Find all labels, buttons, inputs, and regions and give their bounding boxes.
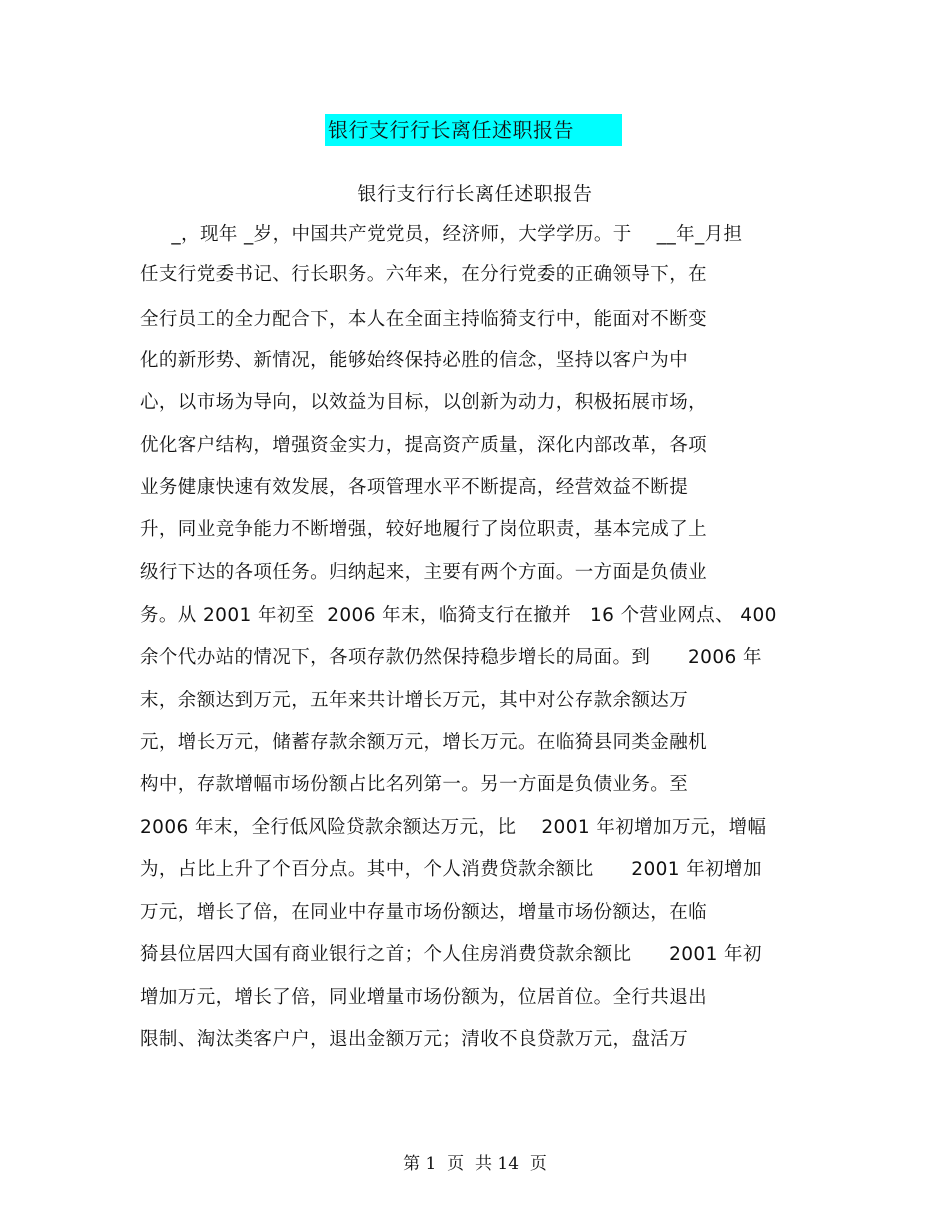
body-line: 务。从 2001 年初至 2006 年末，临猗支行在撤并 16 个营业网点、 400 (140, 605, 777, 626)
body-line: 心，以市场为导向，以效益为目标，以创新为动力，积极拓展市场， (140, 392, 708, 413)
body-line: 末，余额达到万元，五年来共计增长万元，其中对公存款余额达万 (140, 690, 689, 711)
body-line: 增加万元，增长了倍，同业增量市场份额为，位居首位。全行共退出 (140, 987, 708, 1008)
body-line: 化的新形势、新情况，能够始终保持必胜的信念，坚持以客户为中 (140, 350, 689, 371)
body-line: 为，占比上升了个百分点。其中，个人消费贷款余额比 2001 年初增加 (140, 859, 762, 880)
body-line: 级行下达的各项任务。归纳起来，主要有两个方面。一方面是负债业 (140, 562, 708, 583)
page-footer: 第 1 页 共 14 页 (403, 1154, 547, 1174)
body-line: 构中，存款增幅市场份额占比名列第一。另一方面是负债业务。至 (140, 774, 689, 795)
body-line: 任支行党委书记、行长职务。六年来，在分行党委的正确领导下，在 (140, 264, 708, 285)
body-line: 万元，增长了倍，在同业中存量市场份额达，增量市场份额达，在临 (140, 902, 708, 923)
body-line: 升，同业竞争能力不断增强，较好地履行了岗位职责，基本完成了上 (140, 519, 708, 540)
body-line: 全行员工的全力配合下，本人在全面主持临猗支行中，能面对不断变 (140, 309, 708, 330)
document-title: 银行支行行长离任述职报告 (328, 118, 574, 142)
body-line: 优化客户结构，增强资金实力，提高资产质量，深化内部改革，各项 (140, 435, 708, 456)
body-line: 2006 年末，全行低风险贷款余额达万元，比 2001 年初增加万元，增幅 (140, 817, 767, 838)
body-line: 猗县位居四大国有商业银行之首；个人住房消费贷款余额比 2001 年初 (140, 944, 762, 965)
body-line: 业务健康快速有效发展，各项管理水平不断提高，经营效益不断提 (140, 477, 689, 498)
body-line: 元，增长万元，储蓄存款余额万元，增长万元。在临猗县同类金融机 (140, 732, 708, 753)
document-subtitle: 银行支行行长离任述职报告 (357, 183, 593, 205)
body-line: _，现年 _岁，中国共产党党员，经济师，大学学历。于 __年_月担 (140, 224, 743, 245)
body-line: 限制、淘汰类客户户，退出金额万元；清收不良贷款万元，盘活万 (140, 1029, 689, 1050)
body-line: 余个代办站的情况下，各项存款仍然保持稳步增长的局面。到 2006 年 (140, 647, 762, 668)
